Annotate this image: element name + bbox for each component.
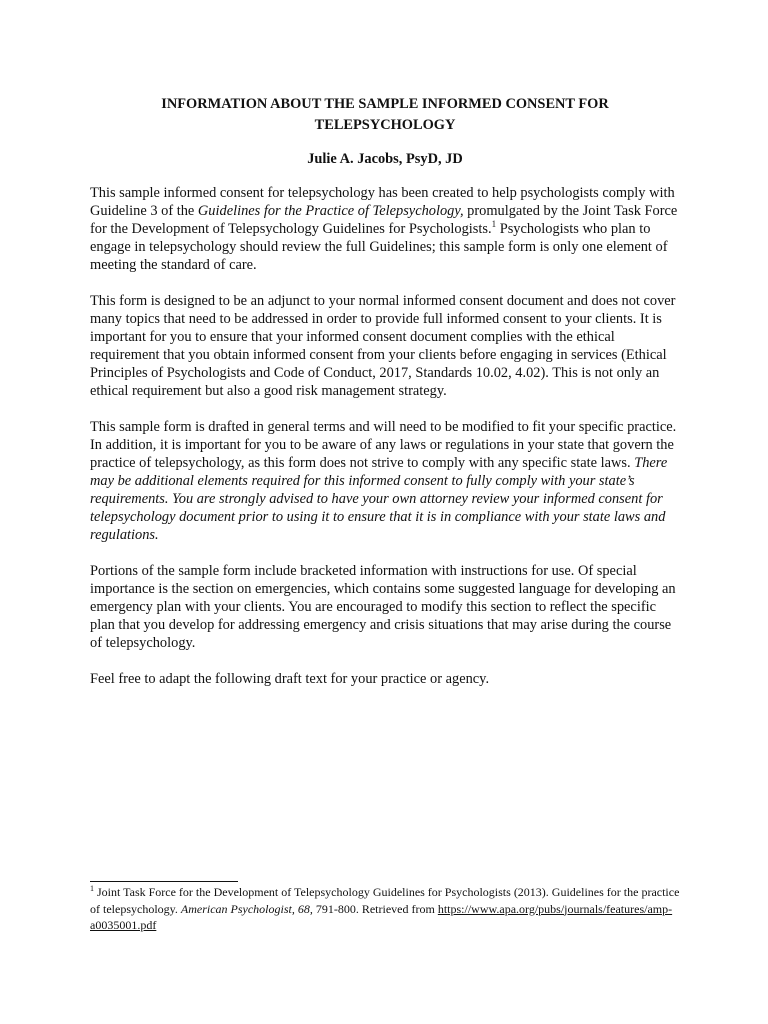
footnote-journal-italic: American Psychologist, 68, bbox=[180, 901, 313, 916]
paragraph-adapt: Feel free to adapt the following draft text for your practice or agency. bbox=[90, 671, 490, 687]
paragraph-intro bbox=[90, 184, 680, 274]
paragraph-state-laws-warning-italic: There may be additional elements required for this informed consent to fully comply with your state’s requirements. You are strongly advised to have your own attorney review your informed consent for telepsychology document prior to using it to ensure that it is in compliance with your state laws and regulations. bbox=[90, 455, 668, 543]
footnote bbox=[90, 884, 690, 934]
paragraph-intro-text-a: This sample informed consent for telepsychology has been created to help psychologists comply with Guideline 3 of the bbox=[90, 185, 675, 219]
paragraph-intro-text-c: promulgated by the Joint Task Force for the Development of Telepsychology Guidelines for Psychologists. bbox=[90, 203, 678, 237]
paragraph-emergencies: Portions of the sample form include bracketed information with instructions for use. Of special importance is the section on emergencies, which contains some suggested language for developing an emergency plan with your clients. You are encouraged to modify this section to reflect the specific plan that you develop for addressing emergency and crisis situations that may arise during the course of telepsychology. bbox=[90, 563, 676, 651]
footnote-reference-marker: 1 bbox=[491, 219, 497, 230]
paragraph-state-laws-text: This sample form is drafted in general terms and will need to be modified to fit your specific practice. In addition, it is important for you to be aware of any laws or regulations in your state that govern the practice of telepsychology, as this form does not strive to comply with any specific state laws. bbox=[90, 419, 677, 471]
footnote-text-c: 791-800. Retrieved from bbox=[312, 901, 438, 916]
paragraph-state-laws bbox=[90, 418, 680, 544]
paragraph-intro-text-d: Psychologists who plan to engage in telepsychology should review the full Guidelines; this sample form is only one element of meeting the standard of care. bbox=[90, 221, 668, 273]
footnote-url-link[interactable]: https://www.apa.org/pubs/journals/features/amp-a0035001.pdf bbox=[90, 901, 673, 932]
document-author: Julie A. Jacobs, PsyD, JD bbox=[307, 151, 463, 167]
footnote-separator bbox=[90, 881, 238, 882]
document-body bbox=[90, 94, 680, 688]
paragraph-adjunct: This form is designed to be an adjunct to your normal informed consent document and does not cover many topics that need to be addressed in order to provide full informed consent to your clients. It is important for you to ensure that your informed consent document complies with the ethical requirement that you obtain informed consent from your clients before engaging in services (Ethical Principles of Psychologists and Code of Conduct, 2017, Standards 10.02, 4.02). This is not only an ethical requirement but also a good risk management strategy. bbox=[90, 293, 676, 399]
footnote-text-a: Joint Task Force for the Development of Telepsychology Guidelines for Psychologists (2013). Guidelines for the practice of telepsychology. bbox=[90, 885, 680, 916]
guidelines-title-italic: Guidelines for the Practice of Telepsychology, bbox=[197, 203, 464, 219]
document-title: INFORMATION ABOUT THE SAMPLE INFORMED CONSENT FOR TELEPSYCHOLOGY bbox=[161, 96, 609, 133]
footnote-marker: 1 bbox=[90, 884, 94, 893]
